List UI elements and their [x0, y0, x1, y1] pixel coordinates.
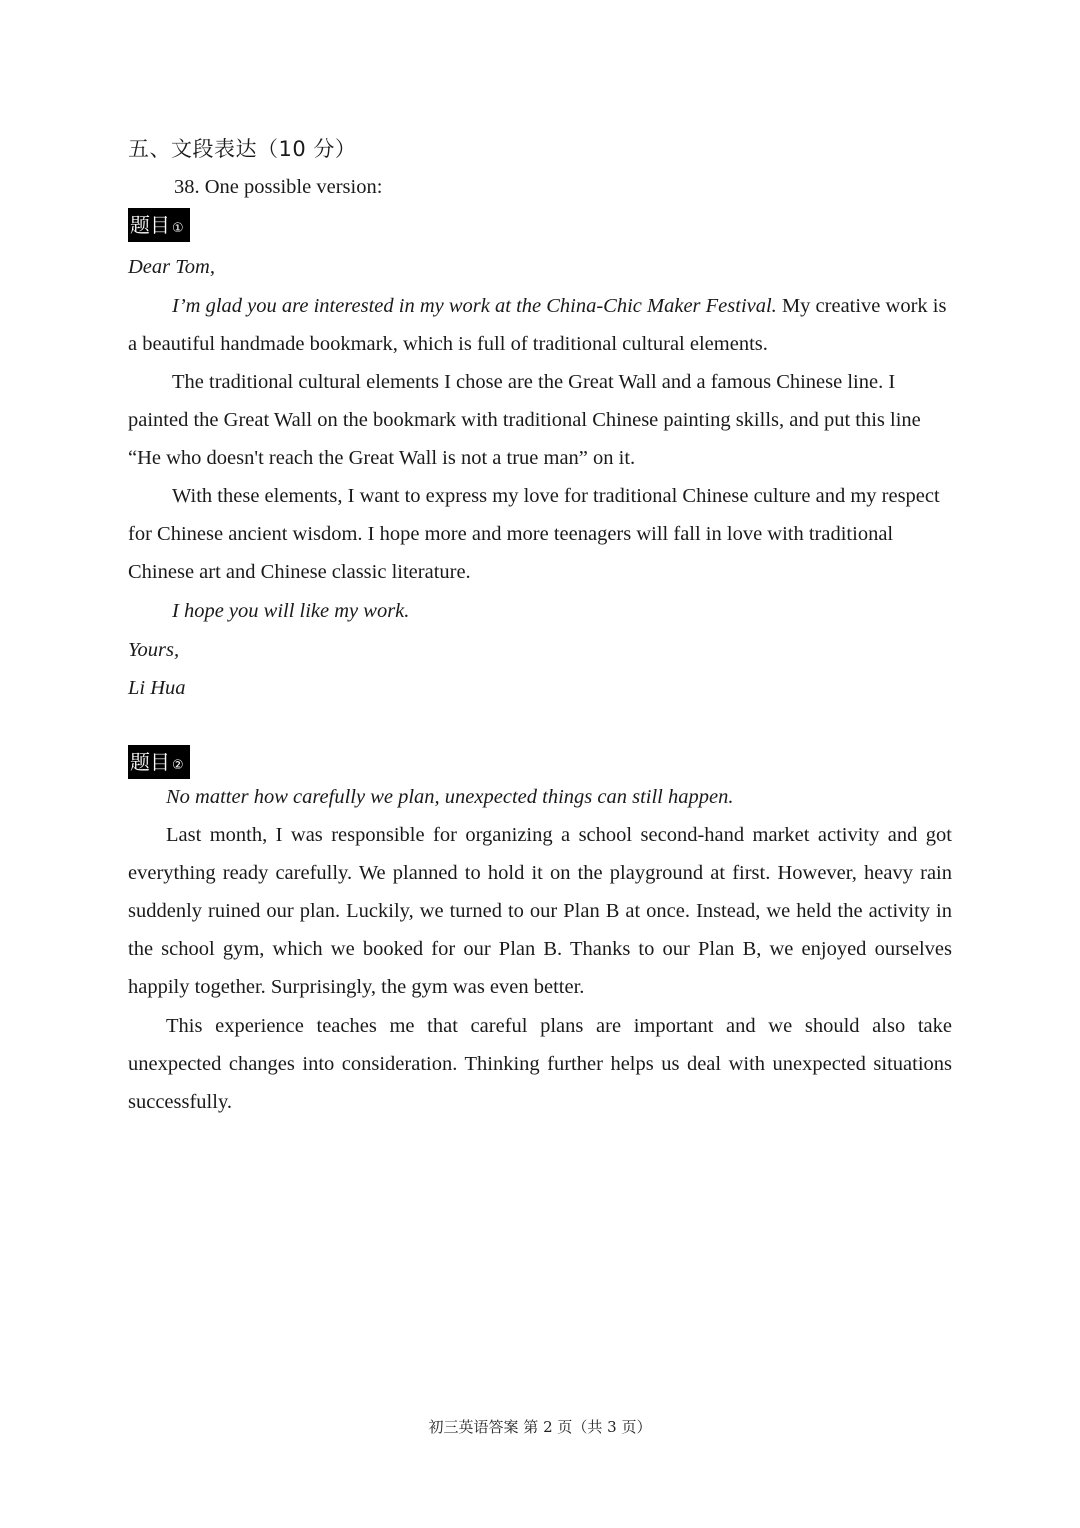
letter-paragraph-2: The traditional cultural elements I chose are the Great Wall and a famous Chinese line. I painted the Great Wall on the bookmark with traditional Chinese painting skills, and put this line “He who doesn't reach the Great Wall is not a true man” on it.: [128, 371, 921, 469]
letter-opening-italic: I’m glad you are interested in my work at the China-Chic Maker Festival.: [172, 295, 777, 317]
letter-salutation: Dear Tom,: [128, 256, 215, 278]
topic-2-tag: [128, 745, 190, 779]
letter-paragraph-3: With these elements, I want to express my love for traditional Chinese culture and my respect for Chinese ancient wisdom. I hope more and more teenagers will fall in love with traditional Chinese art and Chinese classic literature.: [128, 485, 940, 583]
letter-opening-paragraph: [128, 287, 952, 363]
section-heading: 五、文段表达（10 分）: [128, 137, 357, 161]
page-footer: 初三英语答案 第 2 页（共 3 页）: [428, 1418, 652, 1436]
letter-closing-line: I hope you will like my work.: [172, 600, 410, 622]
letter-signoff: Yours,: [128, 639, 180, 661]
essay-paragraph-2: This experience teaches me that careful plans are important and we should also take unexpected changes into consideration. Thinking further helps us deal with unexpected situations successfully.: [128, 1015, 952, 1113]
topic-2-tag-label: 题目: [130, 750, 170, 774]
essay-lead: No matter how carefully we plan, unexpected things can still happen.: [166, 786, 734, 808]
letter-opening-rest: My creative work is a beautiful handmade bookmark, which is full of traditional cultural elements.: [128, 295, 947, 355]
letter-signature: Li Hua: [128, 677, 186, 699]
topic-1-tag: [128, 208, 190, 242]
essay-paragraph-1: Last month, I was responsible for organizing a school second-hand market activity and got everything ready carefully. We planned to hold it on the playground at first. However, heavy rain suddenly ruined our plan. Luckily, we turned to our Plan B at once. Instead, we held the activity in the school gym, which we booked for our Plan B. Thanks to our Plan B, we enjoyed ourselves happily together. Surprisingly, the gym was even better.: [128, 824, 952, 998]
question-label: 38. One possible version:: [174, 176, 383, 198]
topic-1-tag-number: ①: [172, 221, 184, 236]
topic-1-tag-label: 题目: [130, 213, 170, 237]
topic-2-tag-number: ②: [172, 758, 184, 773]
